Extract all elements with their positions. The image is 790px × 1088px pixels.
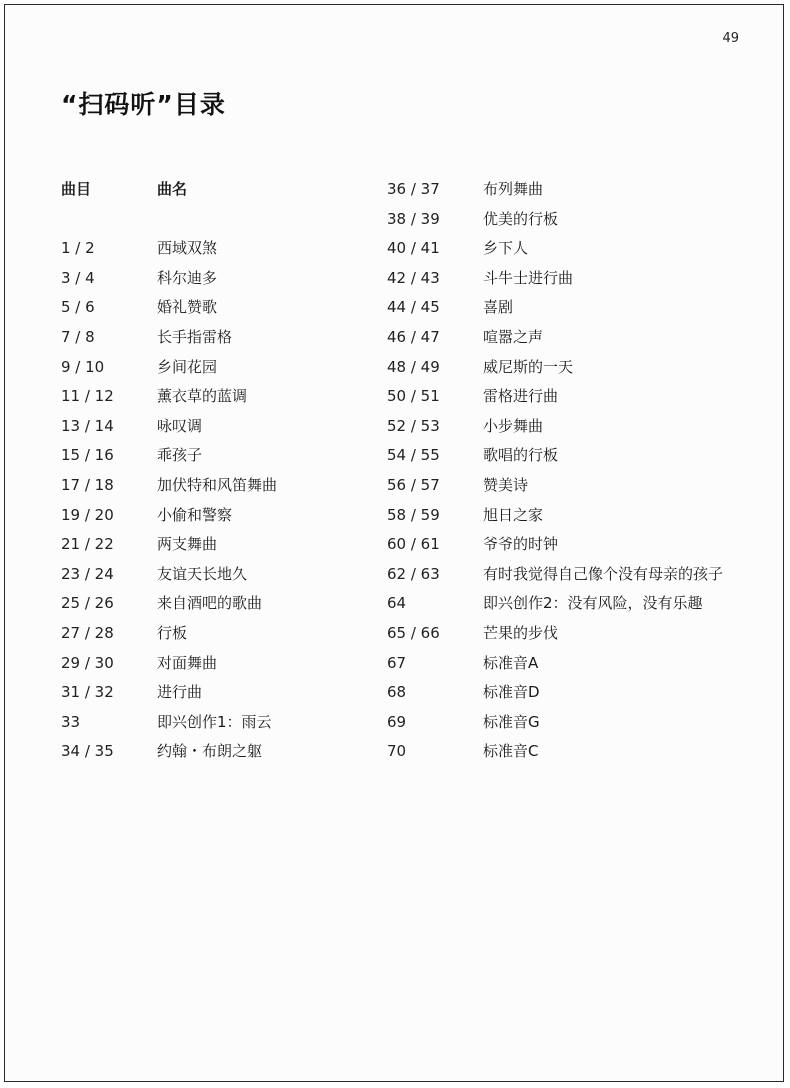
track-name: 行板 <box>157 623 188 642</box>
track-name: 标准音A <box>483 653 539 672</box>
track-number: 54 / 55 <box>387 446 440 465</box>
track-name: 标准音C <box>483 742 539 761</box>
track-number: 25 / 26 <box>61 594 114 613</box>
track-number: 19 / 20 <box>61 505 114 524</box>
track-number: 70 <box>387 742 407 761</box>
toc-item <box>387 412 767 442</box>
toc-item <box>61 649 381 679</box>
track-name: 即兴创作1：雨云 <box>157 712 272 731</box>
track-number: 3 / 4 <box>61 268 95 287</box>
toc-item <box>387 205 767 235</box>
track-number: 67 <box>387 653 407 672</box>
track-number: 23 / 24 <box>61 564 114 583</box>
page-number: 49 <box>722 31 739 46</box>
track-name: 乖孩子 <box>157 446 203 465</box>
track-name: 婚礼赞歌 <box>157 298 218 317</box>
toc-item <box>61 293 381 323</box>
track-number: 29 / 30 <box>61 653 114 672</box>
track-number: 38 / 39 <box>387 209 440 228</box>
track-name: 约翰・布朗之躯 <box>157 742 263 761</box>
track-name: 友谊天长地久 <box>157 564 248 583</box>
track-number: 65 / 66 <box>387 623 440 642</box>
track-number: 44 / 45 <box>387 298 440 317</box>
track-number: 56 / 57 <box>387 475 440 494</box>
toc-item <box>61 234 381 264</box>
track-name: 乡下人 <box>483 239 529 258</box>
track-name: 赞美诗 <box>483 475 529 494</box>
toc-item <box>61 471 381 501</box>
track-number: 36 / 37 <box>387 180 440 198</box>
track-name: 进行曲 <box>157 683 203 702</box>
track-name: 爷爷的时钟 <box>483 535 559 554</box>
track-name: 科尔迪多 <box>157 268 218 287</box>
toc-item <box>387 471 767 501</box>
track-name: 小步舞曲 <box>483 416 544 435</box>
toc-item <box>387 678 767 708</box>
toc-item <box>387 708 767 738</box>
toc-item <box>61 382 381 412</box>
toc-item <box>61 353 381 383</box>
track-name: 有时我觉得自己像个没有母亲的孩子 <box>483 564 724 583</box>
track-number: 46 / 47 <box>387 327 440 346</box>
track-name: 喧嚣之声 <box>483 327 544 346</box>
track-name: 即兴创作2：没有风险，没有乐趣 <box>483 594 703 613</box>
toc-item <box>387 234 767 264</box>
toc-item <box>61 737 381 767</box>
toc-item <box>387 293 767 323</box>
track-number: 11 / 12 <box>61 387 114 406</box>
track-name: 乡间花园 <box>157 357 218 376</box>
toc-item <box>387 589 767 619</box>
toc-item <box>387 560 767 590</box>
name-column-header: 曲名 <box>157 180 188 198</box>
track-name: 布列舞曲 <box>483 180 544 198</box>
toc-item <box>61 264 381 294</box>
track-number: 60 / 61 <box>387 535 440 554</box>
toc-item <box>61 560 381 590</box>
track-name: 对面舞曲 <box>157 653 218 672</box>
toc-item <box>61 678 381 708</box>
toc-item <box>61 589 381 619</box>
track-name: 歌唱的行板 <box>483 446 559 465</box>
toc-item <box>387 382 767 412</box>
track-number: 69 <box>387 712 407 731</box>
track-name: 小偷和警察 <box>157 505 233 524</box>
track-number: 15 / 16 <box>61 446 114 465</box>
toc-item <box>387 264 767 294</box>
track-name: 喜剧 <box>483 298 514 317</box>
track-name: 威尼斯的一天 <box>483 357 574 376</box>
toc-item <box>61 530 381 560</box>
toc-item <box>61 708 381 738</box>
track-number: 17 / 18 <box>61 475 114 494</box>
track-name: 两支舞曲 <box>157 535 218 554</box>
track-number: 31 / 32 <box>61 683 114 702</box>
track-name: 芒果的步伐 <box>483 623 559 642</box>
track-name: 来自酒吧的歌曲 <box>157 594 263 613</box>
toc-item <box>61 501 381 531</box>
toc-item <box>387 737 767 767</box>
page-title: “扫码听”目录 <box>61 90 226 119</box>
toc-item <box>387 501 767 531</box>
toc-left-column <box>61 175 381 767</box>
toc-item <box>61 619 381 649</box>
track-name: 优美的行板 <box>483 209 559 228</box>
toc-item <box>387 175 767 205</box>
track-name: 雷格进行曲 <box>483 387 559 406</box>
track-name: 标准音G <box>483 712 540 731</box>
track-number: 7 / 8 <box>61 327 95 346</box>
document-page <box>4 4 784 1082</box>
track-number: 13 / 14 <box>61 416 114 435</box>
track-number: 1 / 2 <box>61 239 95 258</box>
track-name: 咏叹调 <box>157 416 203 435</box>
track-number: 9 / 10 <box>61 357 105 376</box>
track-number: 50 / 51 <box>387 387 440 406</box>
track-number: 5 / 6 <box>61 298 95 317</box>
track-name: 薰衣草的蓝调 <box>157 387 248 406</box>
track-number: 64 <box>387 594 407 613</box>
header-spacer <box>61 205 381 235</box>
toc-item <box>387 530 767 560</box>
track-number: 52 / 53 <box>387 416 440 435</box>
track-number: 27 / 28 <box>61 623 114 642</box>
track-number: 34 / 35 <box>61 742 114 761</box>
toc-item <box>61 441 381 471</box>
toc-item <box>387 441 767 471</box>
track-number: 62 / 63 <box>387 564 440 583</box>
track-column-header: 曲目 <box>61 180 92 198</box>
track-number: 42 / 43 <box>387 268 440 287</box>
track-name: 斗牛士进行曲 <box>483 268 574 287</box>
toc-item <box>387 323 767 353</box>
track-name: 标准音D <box>483 683 540 702</box>
toc-header-row <box>61 175 381 205</box>
toc-item <box>61 412 381 442</box>
track-number: 68 <box>387 683 407 702</box>
track-number: 33 <box>61 712 81 731</box>
track-number: 48 / 49 <box>387 357 440 376</box>
toc-item <box>387 353 767 383</box>
track-number: 40 / 41 <box>387 239 440 258</box>
track-name: 长手指雷格 <box>157 327 233 346</box>
toc-item <box>387 619 767 649</box>
track-name: 西域双煞 <box>157 239 218 258</box>
track-number: 58 / 59 <box>387 505 440 524</box>
toc-item <box>387 649 767 679</box>
track-number: 21 / 22 <box>61 535 114 554</box>
toc-item <box>61 323 381 353</box>
toc-right-column <box>387 175 767 767</box>
track-name: 加伏特和风笛舞曲 <box>157 475 278 494</box>
track-name: 旭日之家 <box>483 505 544 524</box>
